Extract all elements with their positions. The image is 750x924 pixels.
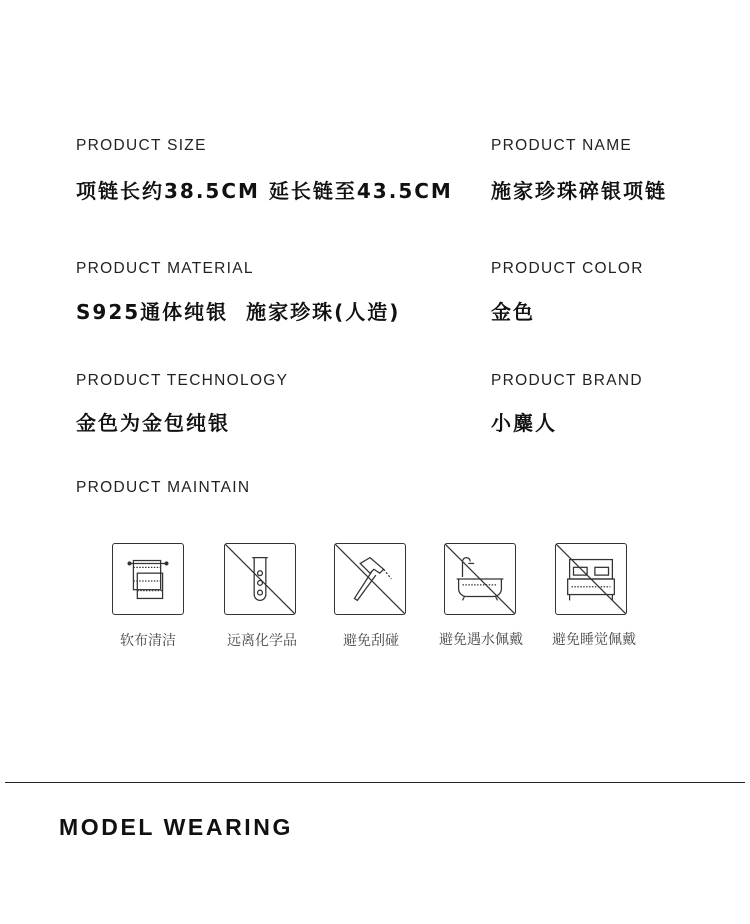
product-brand-value: 小麋人 — [491, 411, 557, 435]
product-maintain-label: PRODUCT MAINTAIN — [76, 479, 251, 496]
product-material-label: PRODUCT MATERIAL — [76, 260, 254, 277]
towel-icon — [112, 543, 184, 615]
icon-caption-chemicals: 远离化学品 — [227, 633, 297, 649]
product-color-label: PRODUCT COLOR — [491, 260, 644, 277]
product-name-value: 施家珍珠碎银项链 — [491, 179, 667, 203]
product-color-value: 金色 — [491, 300, 535, 324]
section-divider — [5, 782, 745, 783]
icon-caption-soft-cloth: 软布清洁 — [120, 633, 176, 649]
product-technology-value: 金色为金包纯银 — [76, 411, 230, 435]
model-wearing-title: MODEL WEARING — [59, 814, 293, 840]
test-tube-prohibited-icon — [224, 543, 296, 615]
product-size-value: 项链长约38.5CM 延长链至43.5CM — [76, 179, 453, 203]
product-brand-label: PRODUCT BRAND — [491, 372, 643, 389]
product-technology-label: PRODUCT TECHNOLOGY — [76, 372, 289, 389]
hammer-prohibited-icon — [334, 543, 406, 615]
icon-caption-sleep: 避免睡觉佩戴 — [552, 632, 636, 648]
product-size-label: PRODUCT SIZE — [76, 137, 207, 154]
icon-caption-water: 避免遇水佩戴 — [439, 632, 523, 648]
product-material-value: S925通体纯银 施家珍珠(人造) — [76, 300, 401, 324]
bathtub-prohibited-icon — [444, 543, 516, 615]
product-name-label: PRODUCT NAME — [491, 137, 633, 154]
icon-caption-scratch: 避免刮碰 — [343, 633, 399, 649]
bed-prohibited-icon — [555, 543, 627, 615]
